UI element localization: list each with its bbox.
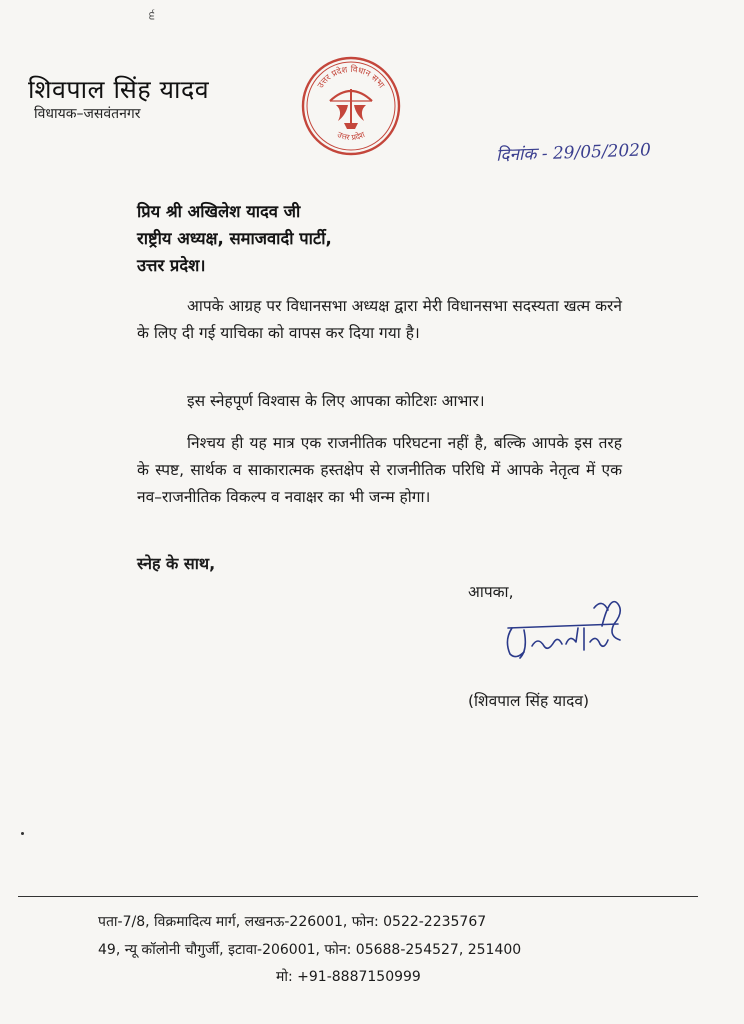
body-paragraph-2: इस स्नेहपूर्ण विश्वास के लिए आपका कोटिशः आभार। [187,392,485,410]
svg-text:उत्तर प्रदेश: उत्तर प्रदेश [335,129,367,143]
footer-lucknow-address: पता-7/8, विक्रमादित्य मार्ग, लखनऊ-226001, फोन: 0522-2235767 [98,914,487,930]
recipient-block [137,198,597,279]
body-paragraph-1: आपके आग्रह पर विधानसभा अध्यक्ष द्वारा मेरी विधानसभा सदस्यता खत्म करने के लिए दी गई याचिका को वापस कर दिया गया है। [137,297,622,342]
handwritten-signature [498,588,628,678]
recipient-title: राष्ट्रीय अध्यक्ष, समाजवादी पार्टी, [137,229,332,248]
top-mark: ੬ [149,8,156,22]
body-paragraph-3: निश्चय ही यह मात्र एक राजनीतिक परिघटना नहीं है, बल्कि आपके इस तरह के स्पष्ट, सार्थक व साकारात्मक हस्तक्षेप से राजनीतिक परिधि में आपके नेतृत्व में एक नव–राजनीतिक विकल्प व नवाक्षर का भी जन्म होगा। [137,434,622,506]
footer-etawah-address: 49, न्यू कॉलोनी चौगुर्जी, इटावा-206001, फोन: 05688-254527, 251400 [98,942,522,958]
closing-line: स्नेह के साथ, [137,554,216,573]
signatory-name: (शिवपाल सिंह यादव) [468,692,590,710]
sender-designation: विधायक–जसवंतनगर [34,106,141,122]
sender-name: शिवपाल सिंह यादव [28,75,210,104]
recipient-state: उत्तर प्रदेश। [137,256,206,275]
svg-text:उत्तर प्रदेश विधान सभा: उत्तर प्रदेश विधान सभा [315,64,386,91]
regards-line: आपका, [468,583,514,601]
recipient-salutation: प्रिय श्री अखिलेश यादव जी [137,202,301,221]
footer-mobile: मो: +91-8887150999 [276,969,421,985]
paper-speck [21,832,24,835]
footer-divider [18,896,698,897]
assembly-seal-icon [300,55,402,157]
letter-date: दिनांक - 29/05/2020 [495,140,652,166]
